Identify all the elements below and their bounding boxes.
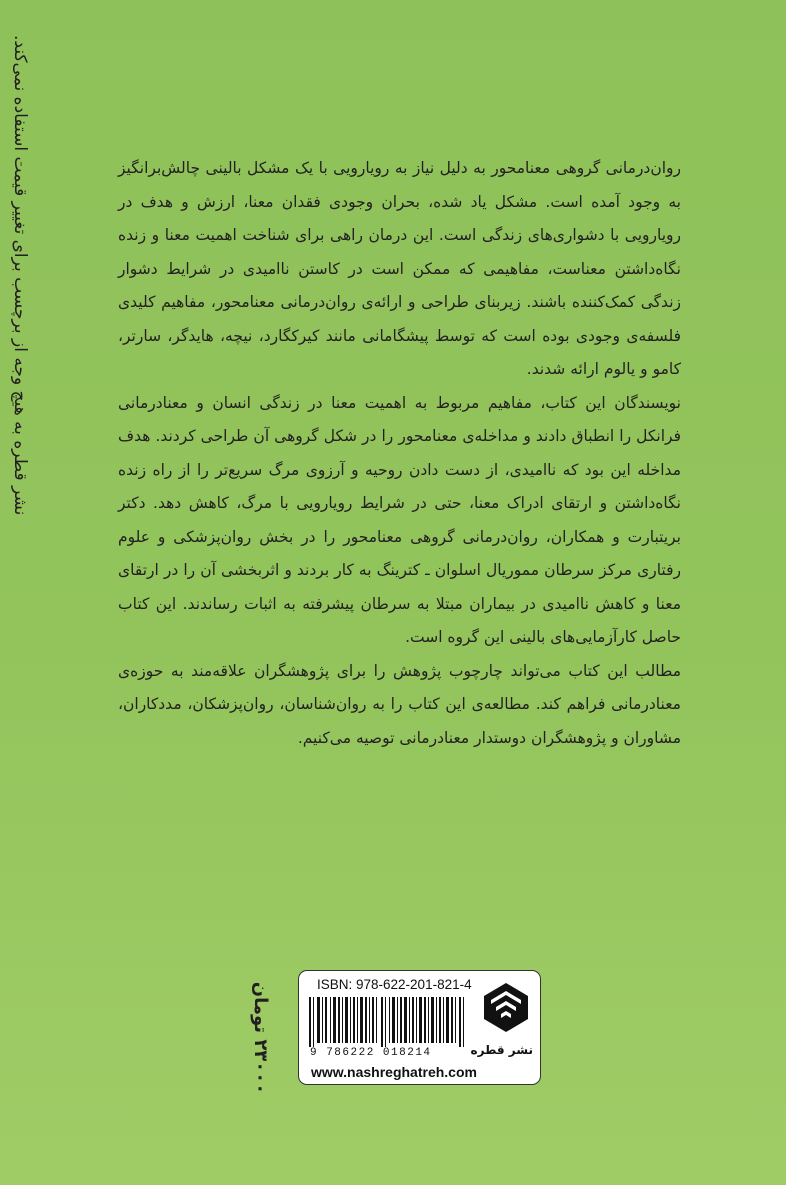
barcode-digits: 9 786222 018214	[310, 1047, 432, 1059]
description-paragraph-2: نویسندگان این کتاب، مفاهیم مربوط به اهمیت معنا در زندگی انسان و معنادرمانی فرانکل را انطباق دادند و مداخله‌ی معنامحور را در شکل گروهی آن طراحی کردند. هدف مداخله این بود که ناامیدی، از دست دادن روحیه و آرزوی مرگ سریع‌تر را از راه زنده نگاه‌داشتن و ارتقای ادراک معنا، حتی در شرایط رویارویی با مرگ، کاهش دهد. دکتر بریتبارت و همکاران، روان‌درمانی گروهی معنامحور را در بخش روان‌پزشکی و علوم رفتاری مرکز سرطان مموریال اسلوان ـ کترینگ به کار بردند و اثربخشی آن را در ارتقای معنا و کاهش ناامیدی در بیماران مبتلا به سرطان پیشرفته به اثبات رساندند. این کتاب حاصل کارآزمایی‌های بالینی این گروه است.	[118, 393, 681, 646]
description-paragraph-3: مطالب این کتاب می‌تواند چارچوب پژوهش را برای پژوهشگران علاقه‌مند به حوزه‌ی معنادرمانی فراهم کند. مطالعه‌ی این کتاب را به روان‌شناسان، روان‌پزشکان، مددکاران، مشاوران و پژوهشگران دوستدار معنادرمانی توصیه می‌کنیم.	[118, 661, 681, 747]
price-sticker-notice	[0, 35, 40, 1035]
barcode-panel	[298, 970, 541, 1085]
isbn-text: ISBN: 978-622-201-821-4	[317, 977, 472, 992]
publisher-website: www.nashreghatreh.com	[311, 1064, 477, 1080]
book-description	[118, 152, 681, 755]
publisher-logo-icon	[484, 983, 528, 1041]
publisher-name: نشر قطره	[470, 1043, 533, 1057]
barcode-graphic	[309, 997, 469, 1047]
description-paragraph-1: روان‌درمانی گروهی معنامحور به دلیل نیاز به رویارویی با یک مشکل بالینی چالش‌برانگیز به وجود آمده است. مشکل یاد شده، بحران وجودی فقدان معنا، ارزش و هدف در رویارویی با دشواری‌های زندگی است. این درمان راهی برای شناخت اهمیت معنا و زنده نگاه‌داشتن معناست، مفاهیمی که ممکن است در کاستن ناامیدی در شرایط دشوار زندگی کمک‌کننده باشند. زیربنای طراحی و ارائه‌ی روان‌درمانی معنامحور، مفاهیم کلیدی فلسفه‌ی وجودی بوده است که توسط پیشگامانی مانند کیرکگارد، نیچه، هایدگر، سارتر، کامو و یالوم ارائه شدند.	[118, 159, 681, 378]
price-sticker-notice-text: نشر قطره به هیچ وجه از برچسب برای تغییر قیمت استفاده نمی‌کند.	[10, 35, 30, 516]
price-label: ۲۳۰۰۰ تومان	[250, 981, 271, 1095]
